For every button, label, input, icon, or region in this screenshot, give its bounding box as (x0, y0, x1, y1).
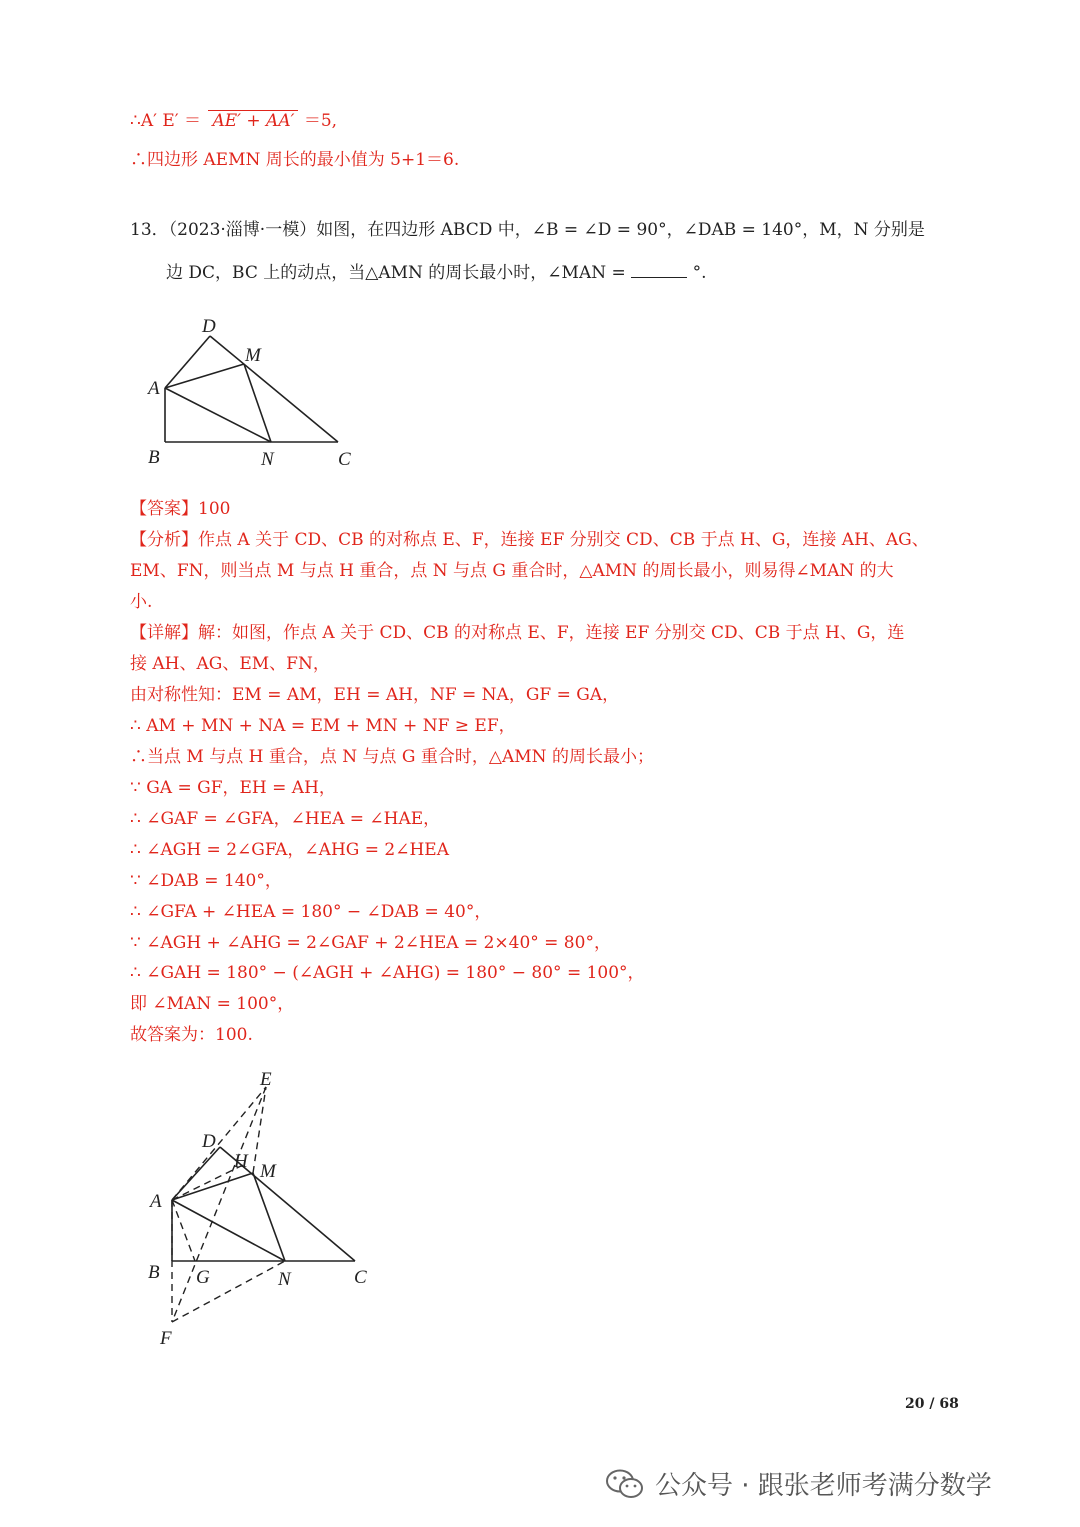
question-line-1: 13．（2023·淄博·一模）如图，在四边形 ABCD 中，∠B = ∠D = 90°，∠DAB = 140°，M，N 分别是 (130, 220, 925, 240)
sqrt-line-prefix: ∴A′ E′ ＝ (130, 111, 202, 131)
label-B: B (148, 447, 160, 468)
label-D-2: D (202, 1131, 216, 1152)
segment-MN-2 (253, 1173, 285, 1261)
solution-step-3: ∴当点 M 与点 H 重合，点 N 与点 G 重合时，△AMN 的周长最小； (130, 747, 654, 767)
dashed-AE (172, 1087, 266, 1200)
solution-step-9: ∵ ∠AGH + ∠AHG = 2∠GAF + 2∠HEA = 2×40° = 80°， (130, 933, 611, 953)
segment-AD (165, 336, 210, 388)
solution-step-11: 即 ∠MAN = 100°， (130, 994, 295, 1014)
question-line-2-text: 边 DC，BC 上的动点，当△AMN 的周长最小时，∠MAN = (166, 263, 626, 283)
figure-reflection (140, 1065, 390, 1355)
sqrt-line (130, 106, 337, 131)
label-A-2: A (150, 1191, 162, 1212)
dashed-AG (172, 1200, 195, 1261)
answer-blank (631, 263, 687, 278)
analysis-line-3: 小. (130, 592, 153, 612)
wechat-icon (605, 1468, 645, 1500)
solution-step-6: ∴ ∠AGH = 2∠GFA，∠AHG = 2∠HEA (130, 840, 449, 860)
solution-step-10: ∴ ∠GAH = 180° − (∠AGH + ∠AHG) = 180° − 80° = 100°， (130, 963, 645, 983)
label-B-2: B (148, 1262, 160, 1283)
detail-line-2: 接 AH、AG、EM、FN， (130, 654, 330, 674)
detail-line-1: 【详解】解：如图，作点 A 关于 CD、CB 的对称点 E、F，连接 EF 分别交 CD、CB 于点 H、G，连 (130, 623, 905, 643)
question-line-2 (166, 258, 706, 283)
analysis-line-1: 【分析】作点 A 关于 CD、CB 的对称点 E、F，连接 EF 分别交 CD、CB 于点 H、G，连接 AH、AG、 (130, 530, 929, 550)
label-N-2: N (278, 1269, 291, 1290)
watermark (605, 1465, 992, 1502)
answer-line: 【答案】100 (130, 499, 231, 519)
label-A: A (148, 378, 160, 399)
label-M-2: M (260, 1161, 276, 1182)
solution-step-2: ∴ AM + MN + NA = EM + MN + NF ≥ EF， (130, 716, 516, 736)
segment-AN-2 (172, 1200, 285, 1261)
segment-AM (165, 364, 244, 388)
solution-step-5: ∴ ∠GAF = ∠GFA，∠HEA = ∠HAE， (130, 809, 441, 829)
solution-step-4: ∵ GA = GF，EH = AH， (130, 778, 336, 798)
segment-DC (210, 336, 338, 442)
label-M: M (245, 345, 261, 366)
label-G: G (196, 1267, 210, 1288)
perimeter-min-line: ∴四边形 AEMN 周长的最小值为 5+1＝6. (130, 150, 460, 170)
solution-step-7: ∵ ∠DAB = 140°， (130, 871, 282, 891)
figure-quadrilateral (140, 310, 370, 475)
label-F: F (160, 1328, 172, 1349)
page-number: 20 / 68 (905, 1396, 959, 1412)
dashed-FN (172, 1261, 285, 1322)
label-D: D (202, 316, 216, 337)
label-H: H (234, 1151, 248, 1172)
label-C-2: C (354, 1267, 367, 1288)
watermark-text: 公众号 · 跟张老师考满分数学 (655, 1471, 992, 1501)
analysis-line-2: EM、FN，则当点 M 与点 H 重合，点 N 与点 G 重合时，△AMN 的周长最小，则易得∠MAN 的大 (130, 561, 894, 581)
sqrt-expression: AE′ + AA′ (208, 110, 298, 131)
solution-step-12: 故答案为：100. (130, 1025, 253, 1045)
question-line-2-suffix: °. (692, 263, 707, 283)
label-E: E (260, 1069, 272, 1090)
solution-step-1: 由对称性知：EM = AM，EH = AH，NF = NA，GF = GA， (130, 685, 620, 705)
label-C: C (338, 449, 351, 470)
solution-step-8: ∴ ∠GFA + ∠HEA = 180° − ∠DAB = 40°， (130, 902, 492, 922)
sqrt-line-suffix: ＝5, (303, 111, 338, 131)
dashed-EF (172, 1087, 266, 1322)
label-N: N (261, 449, 274, 470)
